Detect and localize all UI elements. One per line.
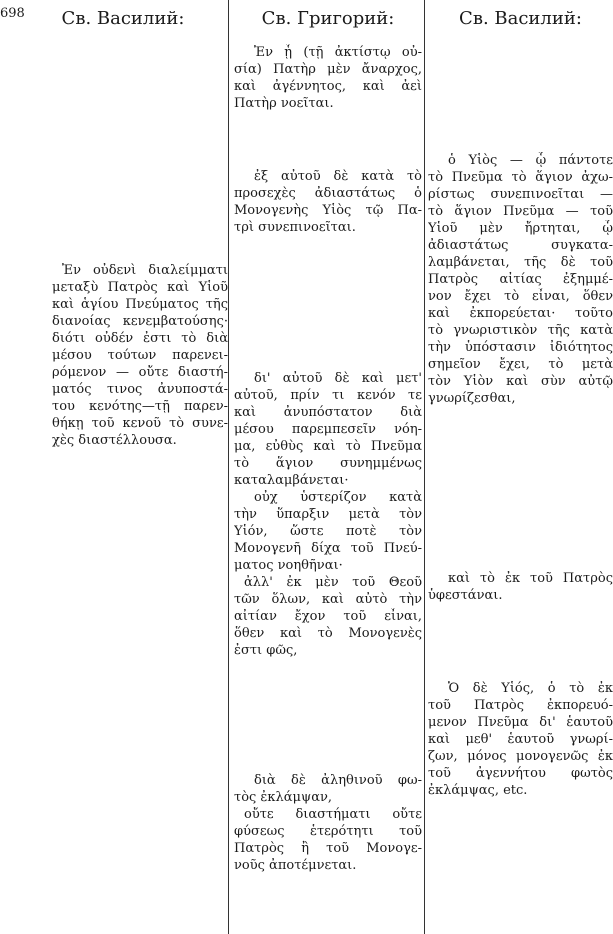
text-line: ὅθεν καὶ τὸ Μονογενὲς: [234, 626, 422, 641]
text-line: ματός τινος ἀνυποστά-: [52, 382, 228, 397]
column-header-left: Св. Василий:: [61, 8, 185, 29]
column-header-middle: Св. Григорий:: [261, 8, 395, 29]
text-line: μέσου τούτων παρενει-: [52, 348, 228, 363]
text-line: τρὶ συνεπινοεῖται.: [234, 220, 356, 235]
column-divider-left: [228, 0, 229, 934]
middle-block-1: [234, 44, 422, 112]
text-line: καὶ ἐκπορεύεται· τοῦτο: [428, 306, 613, 321]
text-line: τὸς ἐκλάμψαν,: [234, 790, 333, 805]
text-line: καταλαμβάνεται·: [234, 473, 349, 488]
text-line: οὔτε διαστήματι οὔτε: [244, 807, 422, 822]
text-line: Ἐν οὐδενὶ διαλείμματι: [62, 263, 228, 278]
text-line: διότι οὐδέν ἐστι τὸ διὰ: [52, 331, 228, 346]
text-line: λαμβάνεται, τῆς δὲ τοῦ: [428, 255, 613, 270]
text-line: τὸ Πνεῦμα τὸ ἅγιον ἀχω-: [428, 170, 613, 185]
text-line: ὁ Υἱὸς — ᾧ πάντοτε: [448, 153, 613, 168]
text-line: Πατρὸς ἢ τοῦ Μονογε-: [234, 841, 422, 856]
text-line: Πατρὸς αἰτίας ἐξημμέ-: [428, 272, 613, 287]
text-line: του κενότης—τῇ παρεν-: [52, 399, 228, 414]
text-line: μενον Πνεῦμα δι' ἑαυτοῦ: [428, 715, 613, 730]
text-line: Μονογενῆ δίχα τοῦ Πνεύ-: [234, 541, 422, 556]
text-line: τὸν Υἱὸν καὶ σὺν αὐτῷ: [428, 374, 613, 389]
middle-block-2: [234, 168, 422, 236]
column-header-right: Св. Василий:: [459, 8, 582, 29]
column-divider-right: [424, 0, 425, 934]
text-line: ρόμενον — οὔτε διαστή-: [52, 365, 228, 380]
text-line: ρίστως συνεπινοεῖται —: [428, 187, 613, 202]
text-line: ζων, μόνος μονογενῶς ἐκ: [428, 749, 613, 764]
middle-block-4: [234, 772, 422, 874]
text-line: καὶ ἀνυπόστατον διὰ: [234, 405, 422, 420]
text-line: γνωρίζεσθαι,: [428, 391, 516, 406]
text-line: μεταξὺ Πατρὸς καὶ Υἱοῦ: [52, 280, 228, 295]
text-line: καὶ τὸ ἐκ τοῦ Πατρὸς: [448, 571, 613, 586]
text-line: νοῦς ἀποτέμνεται.: [234, 858, 357, 873]
text-line: αὐτοῦ, πρίν τι κενόν τε: [234, 388, 422, 403]
text-line: τὴν ὑπόστασιν ἰδιότητος: [428, 340, 613, 355]
text-line: Υἱόν, ὥστε ποτὲ τὸν: [234, 524, 422, 539]
text-line: Ἐν ᾗ (τῇ ἀκτίστῳ οὐ-: [254, 45, 422, 60]
text-line: τοῦ ἀγεννήτου φωτὸς: [428, 766, 613, 781]
text-line: αἰτίαν ἔχον τοῦ εἶναι,: [234, 609, 422, 624]
text-line: ἐκλάμψας, etc.: [428, 783, 528, 798]
text-line: θήκῃ τοῦ κενοῦ τὸ συνε-: [52, 416, 228, 431]
text-line: τῶν ὅλων, καὶ αὐτὸ τὴν: [234, 592, 422, 607]
right-block-1: [428, 152, 613, 407]
text-line: προσεχὲς ἀδιαστάτως ὁ: [234, 186, 422, 201]
text-line: διανοίας κενεμβατούσης·: [52, 314, 228, 329]
text-line: δι' αὐτοῦ δὲ καὶ μετ': [254, 371, 422, 386]
text-line: νον ἔχει τὸ εἶναι, ὅθεν: [428, 289, 613, 304]
right-block-2: [428, 570, 613, 604]
text-line: Υἱοῦ μὲν ἤρτηται, ᾧ: [428, 221, 613, 236]
text-line: διὰ δὲ ἀληθινοῦ φω-: [254, 773, 422, 788]
page-number: 698: [0, 6, 25, 21]
text-line: οὐχ ὑστερίζον κατὰ: [254, 490, 422, 505]
text-line: σημεῖον ἔχει, τὸ μετὰ: [428, 357, 613, 372]
text-line: τὸ γνωριστικὸν τῆς κατὰ: [428, 323, 613, 338]
text-line: τὴν ὕπαρξιν μετὰ τὸν: [234, 507, 422, 522]
left-block-1: [52, 262, 228, 449]
text-line: τὸ ἅγιον Πνεῦμα — τοῦ: [428, 204, 613, 219]
middle-block-3: [234, 370, 422, 659]
text-line: ἀλλ' ἐκ μὲν τοῦ Θεοῦ: [244, 575, 422, 590]
text-line: ἀδιαστάτως συγκατα-: [428, 238, 613, 253]
text-line: Πατὴρ νοεῖται.: [234, 96, 334, 111]
text-line: τοῦ Πατρὸς ἐκπορευό-: [428, 698, 613, 713]
text-line: καὶ μεθ' ἑαυτοῦ γνωρί-: [428, 732, 613, 747]
text-line: ματος νοηθῆναι·: [234, 558, 343, 573]
right-block-3: [428, 680, 613, 799]
text-line: φύσεως ἑτερότητι τοῦ: [234, 824, 422, 839]
text-line: ἐξ αὐτοῦ δὲ κατὰ τὸ: [254, 169, 422, 184]
text-line: σία) Πατὴρ μὲν ἄναρχος,: [234, 62, 422, 77]
text-line: τὸ ἅγιον συνημμένως: [234, 456, 422, 471]
text-line: μέσου παρεμπεσεῖν νόη-: [234, 422, 422, 437]
text-line: καὶ ἀγέννητος, καὶ ἀεὶ: [234, 79, 422, 94]
text-line: καὶ ἁγίου Πνεύματος τῆς: [52, 297, 228, 312]
text-line: μα, εὐθὺς καὶ τὸ Πνεῦμα: [234, 439, 422, 454]
text-line: χὲς διαστέλλουσα.: [52, 433, 177, 448]
text-line: ὑφεστάναι.: [428, 588, 503, 603]
text-line: Μονογενὴς Υἱὸς τῷ Πα-: [234, 203, 422, 218]
text-line: Ὁ δὲ Υἱός, ὁ τὸ ἐκ: [448, 681, 613, 696]
text-line: ἐστι φῶς,: [234, 643, 298, 658]
